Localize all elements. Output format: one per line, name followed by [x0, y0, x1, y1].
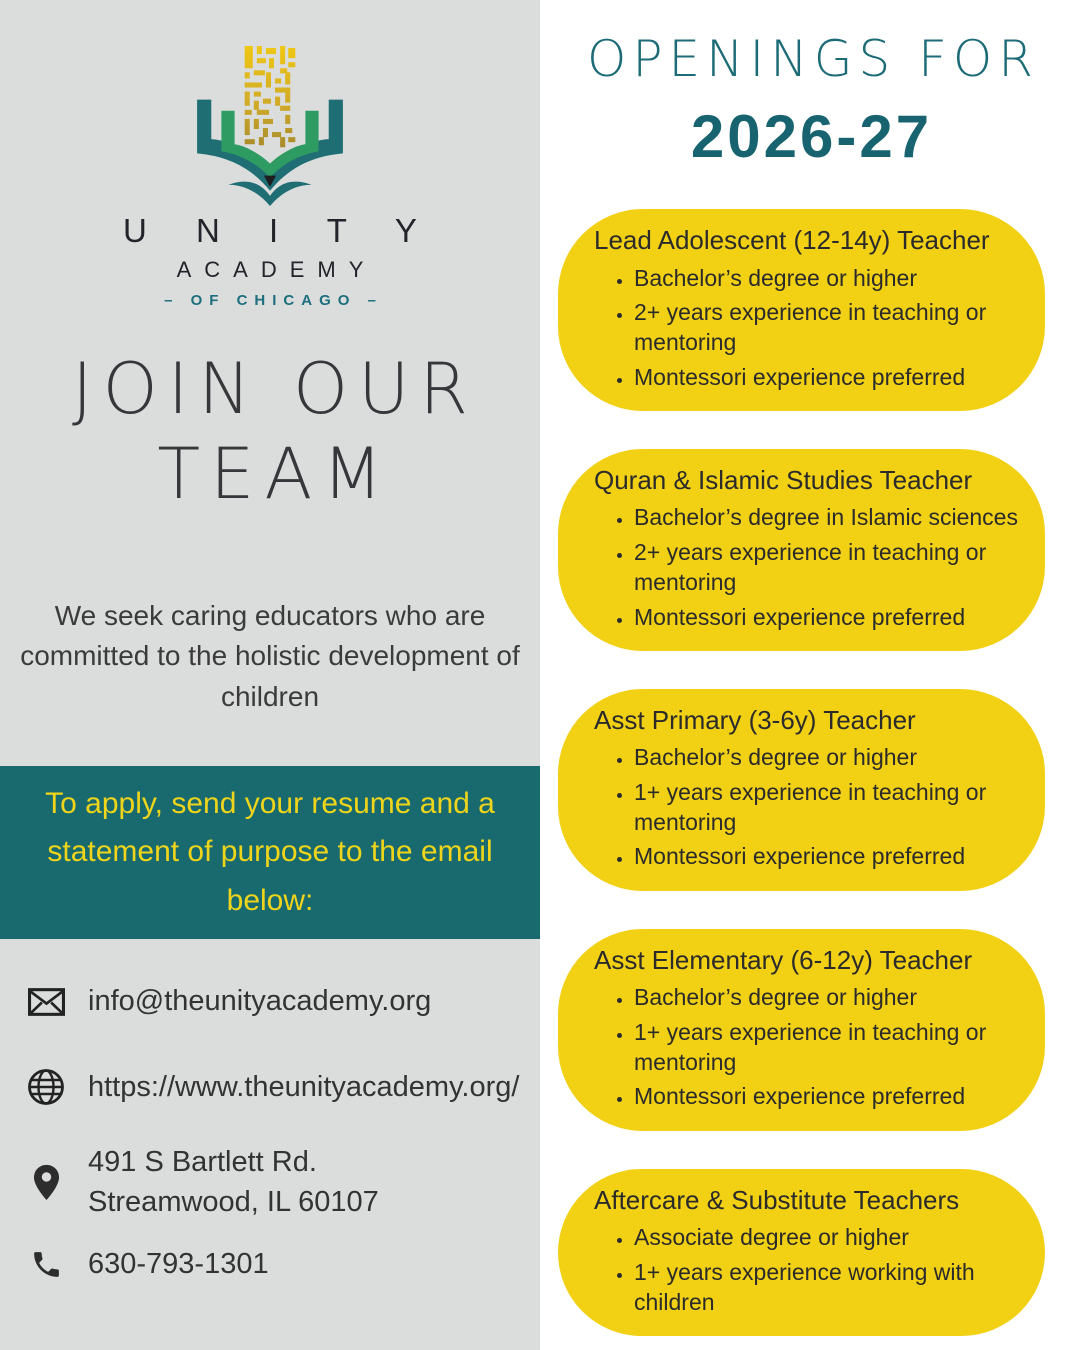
job-list: [540, 209, 1080, 1336]
address-line2: Streamwood, IL 60107: [88, 1186, 379, 1219]
job-requirements: [588, 982, 1025, 1111]
requirement-item: • Bachelor’s degree in Islamic sciences: [634, 502, 1025, 532]
job-requirements: [588, 742, 1025, 871]
contact-email[interactable]: info@theunityacademy.org: [88, 985, 432, 1018]
requirement-item: • Montessori experience preferred: [634, 1081, 1025, 1111]
right-panel: [540, 0, 1080, 1350]
globe-icon: [26, 1068, 66, 1106]
join-our-team-heading: [0, 347, 540, 518]
contact-section: [0, 985, 540, 1281]
join-heading-line1: JOIN OUR: [72, 348, 478, 430]
job-title: Lead Adolescent (12-14y) Teacher: [594, 225, 990, 255]
requirement-item: • 2+ years experience in teaching or mentoring: [634, 297, 1025, 358]
requirement-item: • Associate degree or higher: [634, 1222, 1025, 1252]
join-heading-line2: TEAM: [157, 433, 393, 516]
requirement-item: • 1+ years experience in teaching or mentoring: [634, 777, 1025, 838]
logo: [0, 46, 540, 309]
open-book-shape: [197, 100, 343, 206]
requirement-item: • Bachelor’s degree or higher: [634, 982, 1025, 1012]
job-card: [558, 449, 1045, 651]
job-title: Aftercare & Substitute Teachers: [594, 1184, 960, 1215]
requirement-item: • 2+ years experience in teaching or mentoring: [634, 537, 1025, 598]
contact-phone-row: [26, 1248, 540, 1281]
brand-sub: ACADEMY: [176, 257, 377, 282]
job-title: Asst Elementary (6-12y) Teacher: [594, 944, 973, 975]
contact-address-row: [26, 1142, 540, 1222]
requirement-item: • Montessori experience preferred: [634, 841, 1025, 871]
job-card: [558, 689, 1045, 891]
requirement-item: • Bachelor’s degree or higher: [634, 263, 1025, 293]
kufic-calligraphy: [245, 46, 296, 147]
requirement-item: • Bachelor’s degree or higher: [634, 742, 1025, 772]
job-requirements: [588, 1222, 1025, 1317]
contact-website[interactable]: https://www.theunityacademy.org/: [88, 1070, 520, 1103]
email-icon: [26, 988, 66, 1016]
job-title: Asst Primary (3-6y) Teacher: [594, 704, 916, 735]
job-requirements: [588, 263, 1025, 392]
brand-name: U N I T Y: [123, 212, 437, 249]
apply-banner: To apply, send your resume and a statement of purpose to the email below:: [0, 766, 540, 940]
contact-email-row: [26, 985, 540, 1018]
contact-phone[interactable]: 630-793-1301: [88, 1248, 269, 1281]
job-card: [558, 209, 1045, 411]
address-line1: 491 S Bartlett Rd.: [88, 1146, 317, 1179]
job-card: [558, 1169, 1045, 1337]
location-icon: [26, 1164, 66, 1201]
requirement-item: • 1+ years experience in teaching or mentoring: [634, 1017, 1025, 1078]
intro-text: We seek caring educators who are committed to the holistic development of children: [20, 599, 520, 712]
job-card: [558, 929, 1045, 1131]
requirement-item: • 1+ years experience working with children: [634, 1257, 1025, 1318]
school-year-heading: 2026-27: [690, 103, 933, 170]
phone-icon: [26, 1248, 66, 1281]
job-requirements: [588, 502, 1025, 631]
job-title: Quran & Islamic Studies Teacher: [594, 464, 973, 495]
requirement-item: • Montessori experience preferred: [634, 362, 1025, 392]
contact-address: [88, 1142, 379, 1222]
requirement-item: • Montessori experience preferred: [634, 602, 1025, 632]
contact-website-row: [26, 1068, 540, 1106]
openings-heading: OPENINGS FOR: [587, 30, 1039, 88]
book-logo-icon: [194, 46, 346, 208]
brand-tagline: – OF CHICAGO –: [164, 292, 383, 309]
